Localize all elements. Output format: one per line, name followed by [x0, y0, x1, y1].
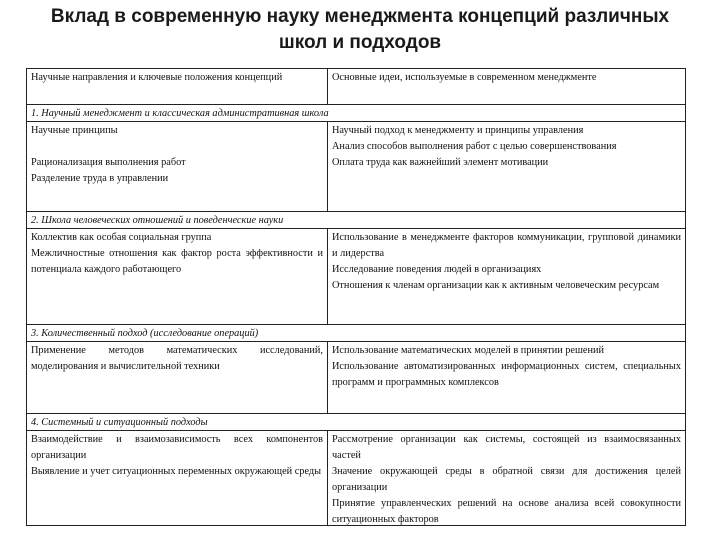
list-item: Применение методов математических исследований, моделирования и вычислительной техники [31, 345, 323, 372]
section-content-row [27, 430, 685, 525]
section-heading: 4. Системный и ситуационный подходы [31, 417, 208, 428]
list-item: Коллектив как особая социальная группа [31, 232, 212, 243]
section-heading-row [27, 104, 685, 121]
section-heading: 3. Количественный подход (исследование операций) [31, 328, 259, 339]
list-item: Научные принципы [31, 125, 118, 136]
section-right-cell [327, 431, 685, 525]
section-left-cell [27, 229, 327, 324]
section-left-cell [27, 122, 327, 211]
list-item: Отношения к членам организации как к активным человеческим ресурсам [332, 280, 660, 291]
section-left-cell [27, 431, 327, 525]
section-heading: 2. Школа человеческих отношений и поведенческие науки [31, 215, 284, 226]
section-content-row [27, 228, 685, 324]
list-item: Принятие управленческих решений на основе анализа всей совокупности ситуационных факторов [332, 498, 681, 525]
list-item: Исследование поведения людей в организациях [332, 264, 542, 275]
section-right-cell [327, 229, 685, 324]
list-item: Взаимодействие и взаимозависимость всех компонентов организации [31, 434, 323, 461]
header-right-cell: Основные идеи, используемые в современном менеджменте [327, 69, 685, 104]
section-right-cell [327, 342, 685, 413]
section-heading-row [27, 211, 685, 228]
section-right-cell [327, 122, 685, 211]
list-item: Рассмотрение организации как системы, состоящей из взаимосвязанных частей [332, 434, 681, 461]
section-content-row [27, 121, 685, 211]
list-item: Межличностные отношения как фактор роста эффективности и потенциала каждого работающего [31, 248, 323, 275]
list-item: Разделение труда в управлении [31, 173, 169, 184]
list-item: Рационализация выполнения работ [31, 157, 186, 168]
list-item: Использование в менеджменте факторов коммуникации, групповой динамики и лидерства [332, 232, 681, 259]
section-heading-row [27, 413, 685, 430]
list-item: Использование автоматизированных информационных систем, специальных программ и программных комплексов [332, 361, 681, 388]
table-header-row [27, 69, 685, 104]
header-left-cell: Научные направления и ключевые положения концепций [31, 72, 283, 83]
list-item: Выявление и учет ситуационных переменных окружающей среды [31, 466, 322, 477]
concepts-table [26, 68, 686, 526]
title-line-2: школ и подходов [278, 32, 442, 53]
section-heading-row [27, 324, 685, 341]
section-heading: 1. Научный менеджмент и классическая административная школа [31, 108, 329, 119]
title-line-1: Вклад в современную науку менеджмента концепций различных [50, 6, 670, 27]
list-item: Использование математических моделей в принятии решений [332, 345, 605, 356]
list-item: Оплата труда как важнейший элемент мотивации [332, 157, 549, 168]
section-left-cell [27, 342, 327, 413]
list-item: Значение окружающей среды в обратной связи для достижения целей организации [332, 466, 681, 493]
list-item: Научный подход к менеджменту и принципы управления [332, 125, 584, 136]
slide-title [0, 0, 720, 60]
list-item: Анализ способов выполнения работ с целью совершенствования [332, 141, 617, 152]
section-content-row [27, 341, 685, 413]
list-item-spacer [31, 139, 323, 155]
